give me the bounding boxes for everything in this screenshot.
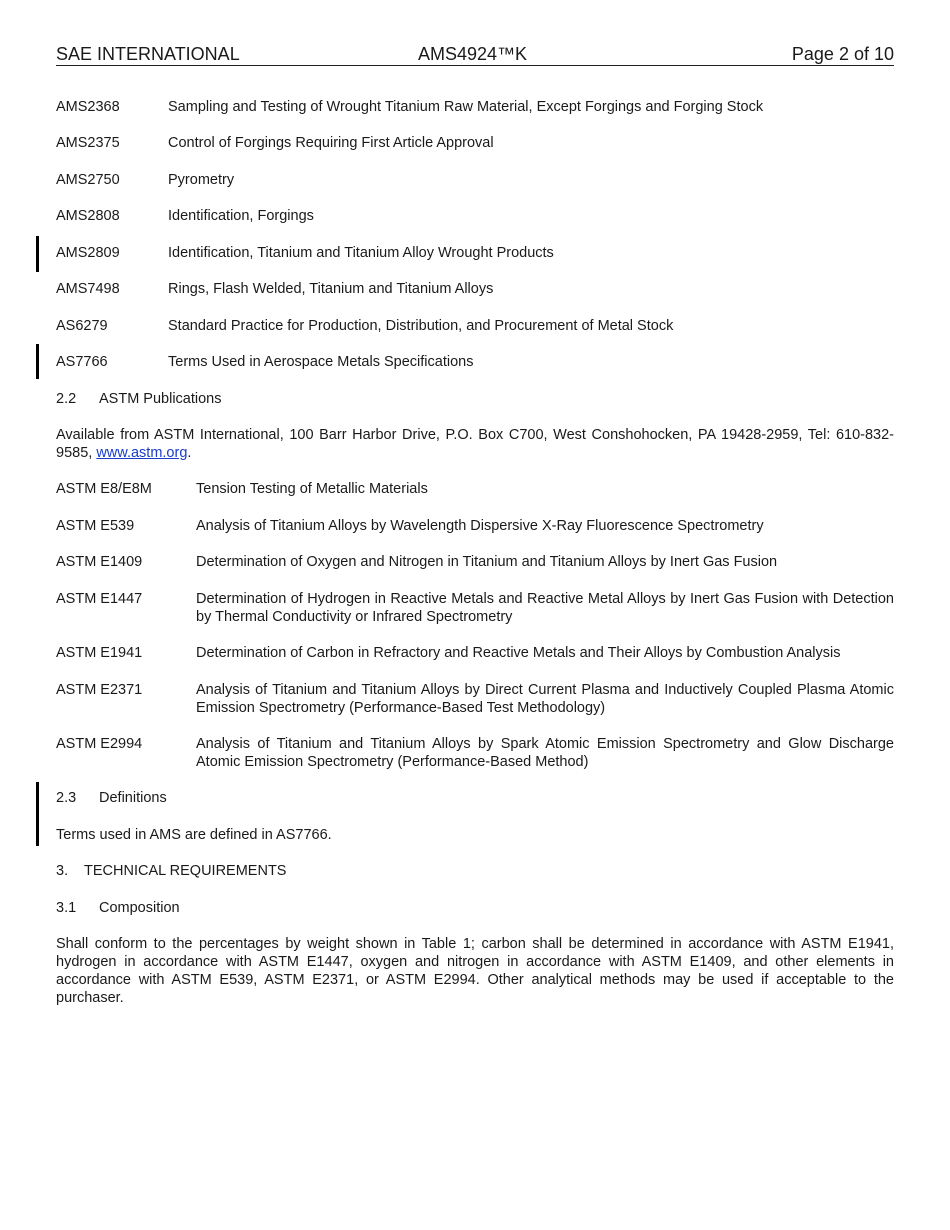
composition-paragraph: Shall conform to the percentages by weight shown in Table 1; carbon shall be determined in accordance with ASTM E1941, hydrogen in accordance with ASTM E1447, oxygen and nitrogen in accordance with ASTM E1409, and other elements in accordance with ASTM E539, ASTM E2371, or ASTM E2994. Other analytical methods may be used if acceptable to the purchaser. — [56, 936, 894, 1006]
reference-title: Determination of Carbon in Refractory and Reactive Metals and Their Alloys by Combustion Analysis — [196, 645, 841, 661]
reference-title: Tension Testing of Metallic Materials — [196, 481, 428, 497]
reference-title: Analysis of Titanium and Titanium Alloys by Spark Atomic Emission Spectrometry and Glow Discharge Atomic Emission Spectrometry (Performance-Based Method) — [196, 736, 894, 770]
reference-code: ASTM E539 — [56, 518, 135, 534]
section-number: 2.2 — [56, 391, 77, 407]
reference-title: Control of Forgings Requiring First Article Approval — [168, 135, 494, 151]
section-number: 3.1 — [56, 900, 77, 916]
reference-title: Sampling and Testing of Wrought Titanium Raw Material, Except Forgings and Forging Stock — [168, 99, 764, 115]
reference-code: ASTM E1447 — [56, 591, 143, 607]
section-number: 3. — [56, 863, 69, 879]
reference-code: ASTM E1409 — [56, 554, 143, 570]
change-bar — [36, 782, 39, 846]
page-header — [56, 44, 894, 66]
section-heading: Definitions — [99, 790, 167, 806]
section-heading: Composition — [99, 900, 180, 916]
definitions-paragraph: Terms used in AMS are defined in AS7766. — [56, 827, 332, 843]
section-heading: TECHNICAL REQUIREMENTS — [84, 863, 287, 879]
change-bar — [36, 344, 39, 379]
availability-trailing: . — [187, 445, 192, 461]
reference-code: AMS7498 — [56, 281, 120, 297]
reference-title: Standard Practice for Production, Distribution, and Procurement of Metal Stock — [168, 318, 674, 334]
reference-title: Determination of Oxygen and Nitrogen in Titanium and Titanium Alloys by Inert Gas Fusion — [196, 554, 778, 570]
reference-title: Determination of Hydrogen in Reactive Metals and Reactive Metal Alloys by Inert Gas Fusion with Detection by Thermal Conductivity or Infrared Spectrometry — [196, 591, 894, 625]
reference-title: Pyrometry — [168, 172, 235, 188]
reference-title: Identification, Forgings — [168, 208, 314, 224]
astm-availability-paragraph — [56, 426, 894, 462]
reference-title: Analysis of Titanium Alloys by Wavelength Dispersive X-Ray Fluorescence Spectrometry — [196, 518, 764, 534]
reference-title: Identification, Titanium and Titanium Alloy Wrought Products — [168, 245, 554, 261]
reference-title: Analysis of Titanium and Titanium Alloys by Direct Current Plasma and Inductively Coupled Plasma Atomic Emission Spectrometry (Performance-Based Test Methodology) — [196, 682, 894, 716]
reference-code: AS7766 — [56, 354, 108, 370]
reference-code: ASTM E2371 — [56, 682, 143, 698]
reference-code: AMS2375 — [56, 135, 120, 151]
reference-code: ASTM E1941 — [56, 645, 143, 661]
header-organization: SAE INTERNATIONAL — [56, 44, 240, 64]
reference-code: AS6279 — [56, 318, 108, 334]
header-page-label: Page 2 of 10 — [791, 44, 894, 64]
reference-title: Terms Used in Aerospace Metals Specifications — [168, 354, 474, 370]
reference-code: ASTM E8/E8M — [56, 481, 152, 497]
reference-code: ASTM E2994 — [56, 736, 143, 752]
astm-website-link[interactable]: www.astm.org — [96, 445, 188, 461]
section-number: 2.3 — [56, 790, 77, 806]
reference-title: Rings, Flash Welded, Titanium and Titanium Alloys — [168, 281, 494, 297]
reference-code: AMS2368 — [56, 99, 120, 115]
change-bar — [36, 236, 39, 272]
reference-code: AMS2809 — [56, 245, 120, 261]
availability-text: Available from ASTM International, 100 Barr Harbor Drive, P.O. Box C700, West Conshohocken, PA 19428-2959, Tel: 610-832-9585, — [56, 427, 894, 461]
section-heading: ASTM Publications — [99, 391, 222, 407]
reference-code: AMS2750 — [56, 172, 120, 188]
header-document-id: AMS4924™K — [418, 44, 528, 64]
reference-code: AMS2808 — [56, 208, 120, 224]
